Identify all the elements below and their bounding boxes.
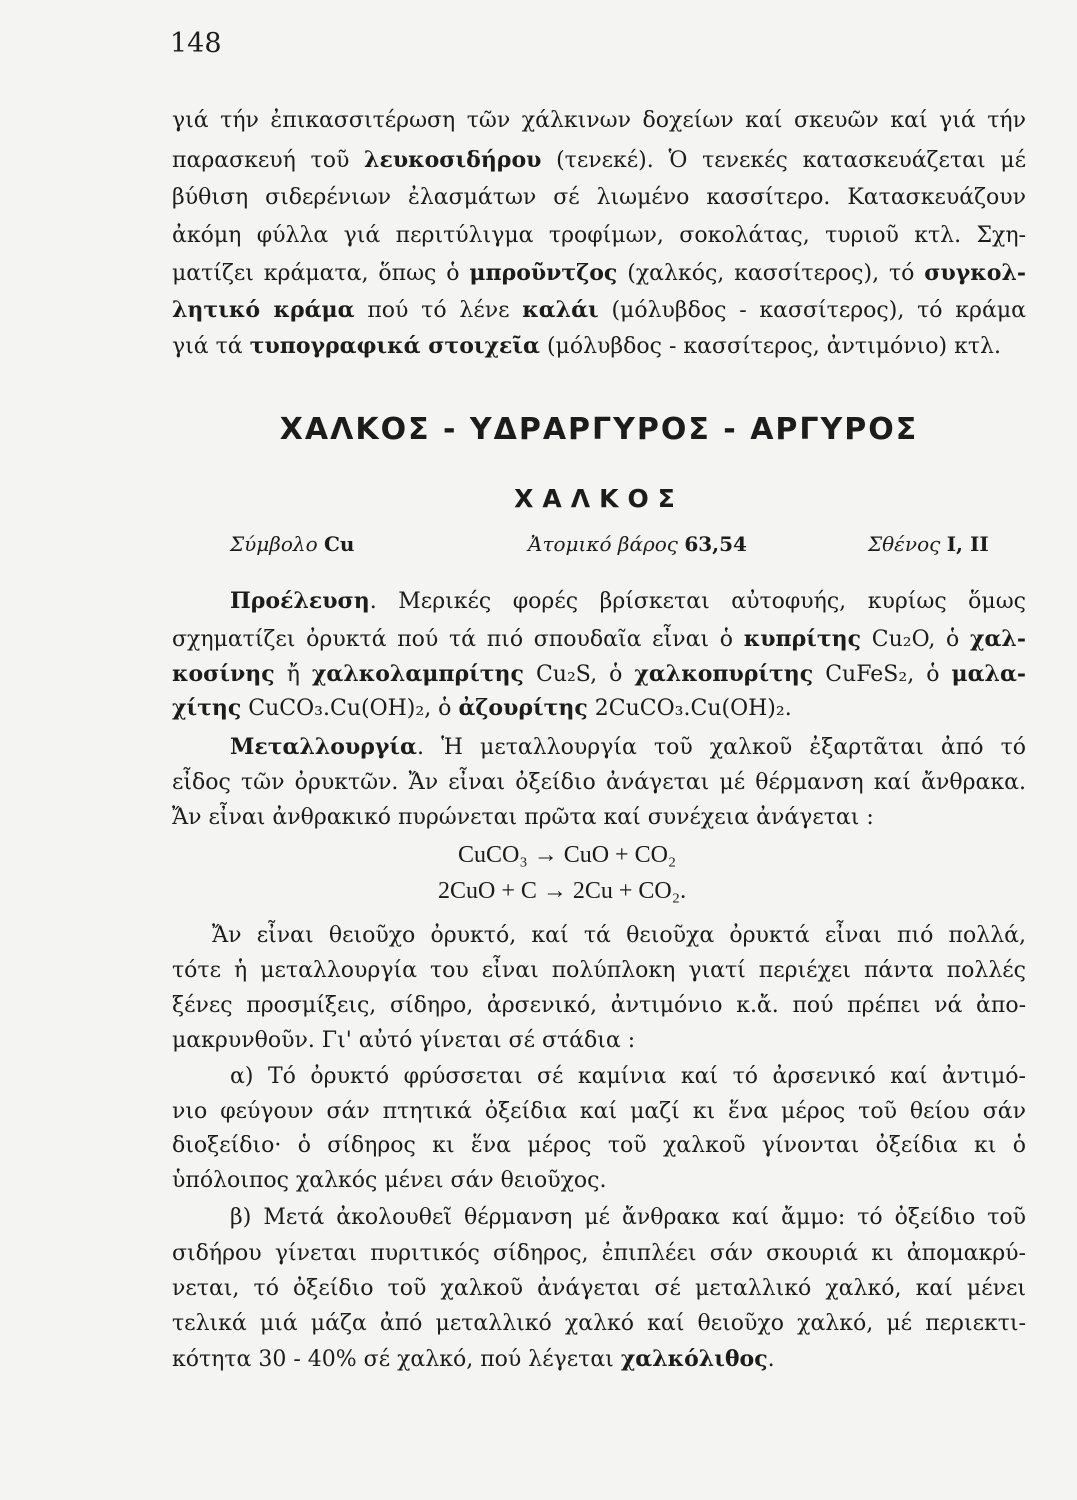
step-a-line: ὑπόλοιπος χαλκός μένει σάν θειοῦχος. bbox=[172, 1168, 607, 1193]
intro-line: γιά τήν ἐπικασσιτέρωση τῶν χάλκινων δοχείων καί σκευῶν καί γιά τήν bbox=[172, 108, 1026, 133]
step-b-line: κότητα 30 - 40% σέ χαλκό, πού λέγεται χαλκόλιθος. bbox=[172, 1346, 775, 1372]
atomic-weight-label: Ἀτομικό βάρος bbox=[528, 532, 678, 556]
intro-line: παρασκευή τοῦ λευκοσιδήρου (τενεκέ). Ὁ τενεκές κατασκευάζεται μέ bbox=[172, 147, 1026, 173]
valence-label: Σθένος bbox=[868, 532, 941, 556]
origin-line: σχηματίζει ὀρυκτά πού τά πιό σπουδαῖα εἶναι ὁ κυπρίτης Cu₂O, ὁ χαλ- bbox=[172, 626, 1026, 652]
atomic-weight-info bbox=[528, 532, 747, 556]
step-b-line: νεται, τό ὀξείδιο τοῦ χαλκοῦ ἀνάγεται σέ μεταλλικό χαλκό, καί μένει bbox=[172, 1276, 1026, 1301]
metallurgy-line: εἶδος τῶν ὀρυκτῶν. Ἄν εἶναι ὀξείδιο ἀνάγεται μέ θέρμανση καί ἄνθρακα. bbox=[172, 770, 1026, 795]
step-b-line: σιδήρου γίνεται πυριτικός σίδηρος, ἐπιπλέει σάν σκουριά κι ἀπομακρύ- bbox=[172, 1241, 1026, 1266]
sulfide-line: τότε ἡ μεταλλουργία του εἶναι πολύπλοκη γιατί περιέχει πάντα πολλές bbox=[172, 958, 1026, 983]
valence-value: I, II bbox=[946, 532, 989, 556]
intro-line: γιά τά τυπογραφικά στοιχεῖα (μόλυβδος - κασσίτερος, ἀντιμόνιο) κτλ. bbox=[172, 333, 1001, 359]
origin-line: χίτης CuCO₃.Cu(OH)₂, ὁ ἀζουρίτης 2CuCO₃.Cu(OH)₂. bbox=[172, 695, 792, 721]
symbol-value: Cu bbox=[323, 532, 355, 556]
sulfide-line: Ἄν εἶναι θειοῦχο ὀρυκτό, καί τά θειοῦχα ὀρυκτά εἶναι πιό πολλά, bbox=[212, 923, 1026, 948]
intro-line: ματίζει κράματα, ὅπως ὁ μπροῦντζος (χαλκός, κασσίτερος), τό συγκολ- bbox=[172, 260, 1026, 286]
intro-line: λητικό κράμα πού τό λένε καλάι (μόλυβδος - κασσίτερος), τό κράμα bbox=[172, 297, 1026, 323]
chapter-title: ΧΑΛΚΟΣ - ΥΔΡΑΡΓΥΡΟΣ - ΑΡΓΥΡΟΣ bbox=[279, 412, 919, 447]
symbol-label: Σύμβολο bbox=[230, 532, 318, 556]
valence-info bbox=[868, 532, 989, 556]
step-a-line: νιο φεύγουν σάν πτητικά ὀξείδια καί μαζί κι ἕνα μέρος τοῦ θείου σάν bbox=[172, 1099, 1026, 1124]
sulfide-line: μακρυνθοῦν. Γι' αὐτό γίνεται σέ στάδια : bbox=[172, 1028, 636, 1053]
step-a-line: διοξείδιο· ὁ σίδηρος κι ἕνα μέρος τοῦ χαλκοῦ γίνονται ὀξείδια κι ὁ bbox=[172, 1133, 1026, 1158]
metallurgy-line: Ἄν εἶναι ἀνθρακικό πυρώνεται πρῶτα καί συνέχεια ἀνάγεται : bbox=[172, 805, 874, 830]
sulfide-line: ξένες προσμίξεις, σίδηρο, ἀρσενικό, ἀντιμόνιο κ.ἄ. πού πρέπει νά ἀπο- bbox=[172, 993, 1026, 1018]
step-b-line: β) Μετά ἀκολουθεῖ θέρμανση μέ ἄνθρακα καί ἄμμο: τό ὀξείδιο τοῦ bbox=[230, 1205, 1026, 1230]
atomic-weight-value: 63,54 bbox=[684, 532, 747, 556]
origin-line: κοσίνης ἤ χαλκολαμπρίτης Cu₂S, ὁ χαλκοπυρίτης CuFeS₂, ὁ μαλα- bbox=[172, 661, 1027, 687]
symbol-info bbox=[230, 532, 354, 556]
metallurgy-line: Μεταλλουργία. Ἡ μεταλλουργία τοῦ χαλκοῦ ἐξαρτᾶται ἀπό τό bbox=[230, 734, 1026, 760]
step-b-line: τελικά μιά μάζα ἀπό μεταλλικό χαλκό καί θειοῦχο χαλκό, μέ περιεκτι- bbox=[172, 1311, 1026, 1336]
equation-2: 2CuO + C → 2Cu + CO₂. bbox=[438, 878, 687, 904]
step-a-line: α) Τό ὀρυκτό φρύσσεται σέ καμίνια καί τό ἀρσενικό καί ἀντιμό- bbox=[230, 1064, 1026, 1089]
equation-1: CuCO₃ → CuO + CO₂ bbox=[458, 842, 677, 868]
section-title: ΧΑΛΚΟΣ bbox=[514, 484, 684, 513]
intro-line: ἀκόμη φύλλα γιά περιτύλιγμα τροφίμων, σοκολάτας, τυριοῦ κτλ. Σχη- bbox=[172, 223, 1026, 248]
intro-line: βύθιση σιδερένιων ἐλασμάτων σέ λιωμένο κασσίτερο. Κατασκευάζουν bbox=[172, 185, 1026, 210]
page-number: 148 bbox=[170, 28, 222, 59]
origin-line: Προέλευση. Μερικές φορές βρίσκεται αὐτοφυής, κυρίως ὅμως bbox=[230, 588, 1026, 614]
